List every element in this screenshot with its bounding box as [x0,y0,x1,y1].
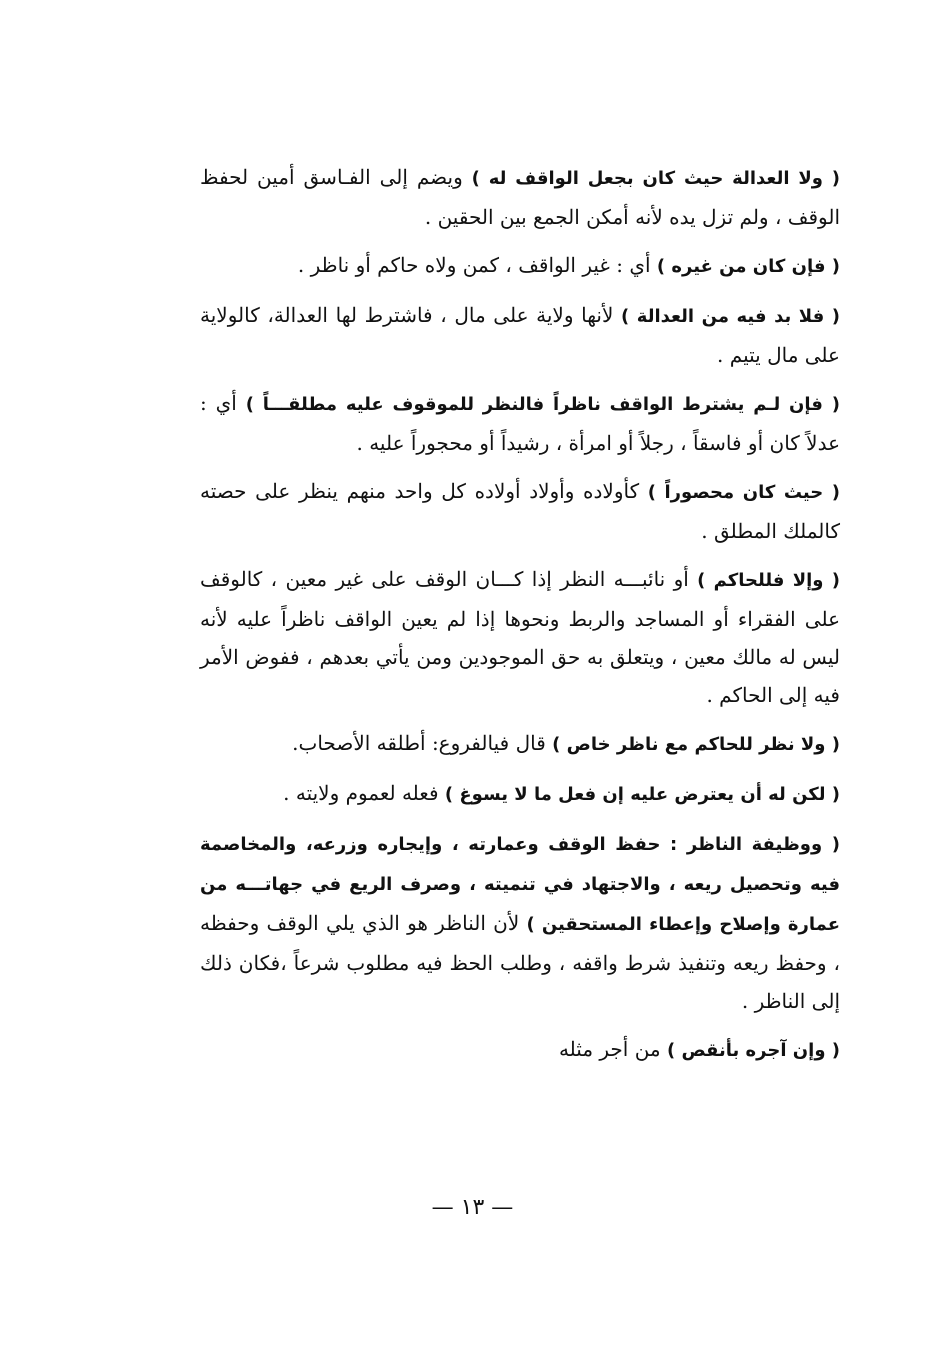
matn-text-3: ( فلا بد فيه من العدالة ) [621,306,840,327]
paragraph-9 [200,824,840,1020]
paragraph-3 [200,296,840,374]
paragraph-5 [200,472,840,550]
sharh-text-7: قال فيالفروع: أطلقه الأصحاب. [292,731,553,755]
matn-text-5: ( حيث كان محصوراً ) [647,482,841,503]
sharh-text-3: لأنها ولاية على مال ، فاشترط لها العدالة، كالولاية على مال يتيم . [200,303,840,367]
paragraph-4 [200,384,840,462]
paragraph-7 [200,724,840,764]
sharh-text-9: لأن الناظر هو الذي يلي الوقف وحفظه ، وحفظ ريعه وتنفيذ شرط واقفه ، وطلب الحظ فيه مطلوب شرعاً ،فكان ذلك إلى الناظر . [200,911,840,1013]
paragraph-10 [200,1030,840,1070]
document-body [200,158,840,1080]
matn-text-1: ( ولا العدالة حيث كان بجعل الواقف له ) [471,168,841,189]
matn-text-2: ( فإن كان من غيره ) [656,256,840,277]
matn-text-6: ( وإلا فللحاكم ) [697,570,840,591]
sharh-text-8: فعله لعموم ولايته . [283,781,445,805]
sharh-text-5: كأولاده وأولاد أولاده كل واحد منهم ينظر على حصته كالملك المطلق . [200,479,840,543]
matn-text-7: ( ولا نظر للحاكم مع ناظر خاص ) [552,734,840,755]
sharh-text-1: ويضم إلى الفـاسق أمين لحفظ الوقف ، ولم تزل يده لأنه أمكن الجمع بين الحقين . [200,165,840,229]
matn-text-8: ( لكن له أن يعترض عليه إن فعل ما لا يسوغ ) [444,784,840,805]
sharh-text-2: أي : غير الواقف ، كمن ولاه حاكم أو ناظر . [297,253,657,277]
paragraph-2 [200,246,840,286]
matn-text-9: ( ووظيفة الناظر : حفظ الوقف وعمارته ، وإيجاره وزرعه، والمخاصمة فيه وتحصيل ريعه ، والاجتهاد في تنميته ، وصرف الريع في جهاتـــه من عمارة وإصلاح وإعطاء المستحقين ) [200,834,840,935]
sharh-text-10: من أجر مثله [558,1037,667,1061]
paragraph-1 [200,158,840,236]
paragraph-8 [200,774,840,814]
paragraph-6 [200,560,840,714]
page-number: — ١٣ — [431,1195,514,1220]
sharh-text-6: أو نائبـــه النظر إذا كـــان الوقف على غير معين ، كالوقف على الفقراء أو المساجد والربط ونحوها إذا لم يعين الواقف ناظراً عليه لأنه ليس له مالك معين ، ويتعلق به حق الموجودين ومن يأتي بعدهم ، ففوض الأمر فيه إلى الحاكم . [200,567,840,707]
sharh-text-4: أي : عدلاً كان أو فاسقاً ، رجلاً أو امرأة ، رشيداً أو محجوراً عليه . [200,391,840,455]
matn-text-10: ( وإن آجره بأنقص ) [667,1040,840,1061]
matn-text-4: ( فإن لـم يشترط الواقف ناظراً فالنظر للموقوف عليه مطلقـــاً ) [245,394,840,415]
